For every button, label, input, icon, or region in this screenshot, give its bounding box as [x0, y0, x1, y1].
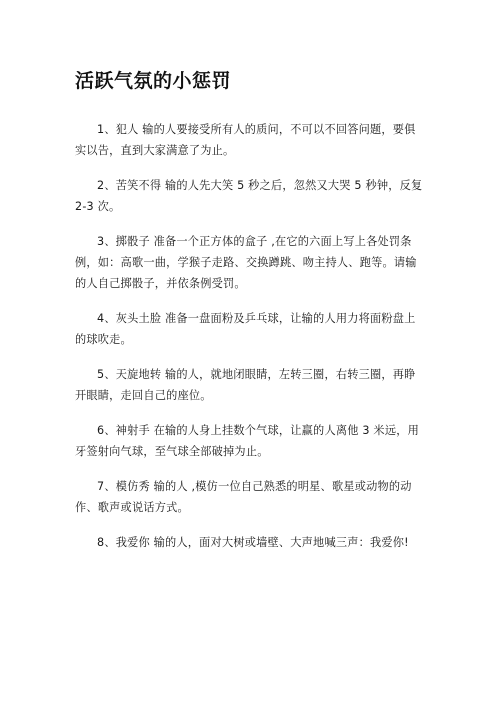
list-item: 5、天旋地转 输的人，就地闭眼睛，左转三圈，右转三圈，再睁开眼睛，走回自己的座位。: [75, 368, 416, 402]
list-item: 1、犯人 输的人要接受所有人的质问，不可以不回答问题，要俱实以告，直到大家满意了为止。: [75, 123, 416, 157]
list-item: 8、我爱你 输的人，面对大树或墙壁、大声地喊三声：我爱你!: [97, 536, 409, 549]
list-item: 3、掷骰子 准备一个正方体的盒子 ,在它的六面上写上各处罚条例，如：高歌一曲，学猴子走路、交换蹲跳、吻主持人、跑等。请输的人自己掷骰子，并依条例受罚。: [75, 235, 417, 290]
list-item: 2、苦笑不得 输的人先大笑 5 秒之后，忽然又大哭 5 秒钟，反复2-3 次。: [75, 179, 423, 213]
page-title: 活跃气氛的小惩罚: [75, 70, 232, 92]
list-item: 4、灰头土脸 准备一盘面粉及乒乓球，让输的人用力将面粉盘上的球吹走。: [75, 312, 416, 346]
list-item: 6、神射手 在输的人身上挂数个气球，让赢的人离他 3 米远，用牙签射向气球，至气球全部破掉为止。: [75, 424, 419, 458]
list-item: 7、模仿秀 输的人 ,模仿一位自己熟悉的明星、歌星或动物的动作、歌声或说话方式。: [75, 480, 412, 514]
item-list: [75, 119, 425, 567]
